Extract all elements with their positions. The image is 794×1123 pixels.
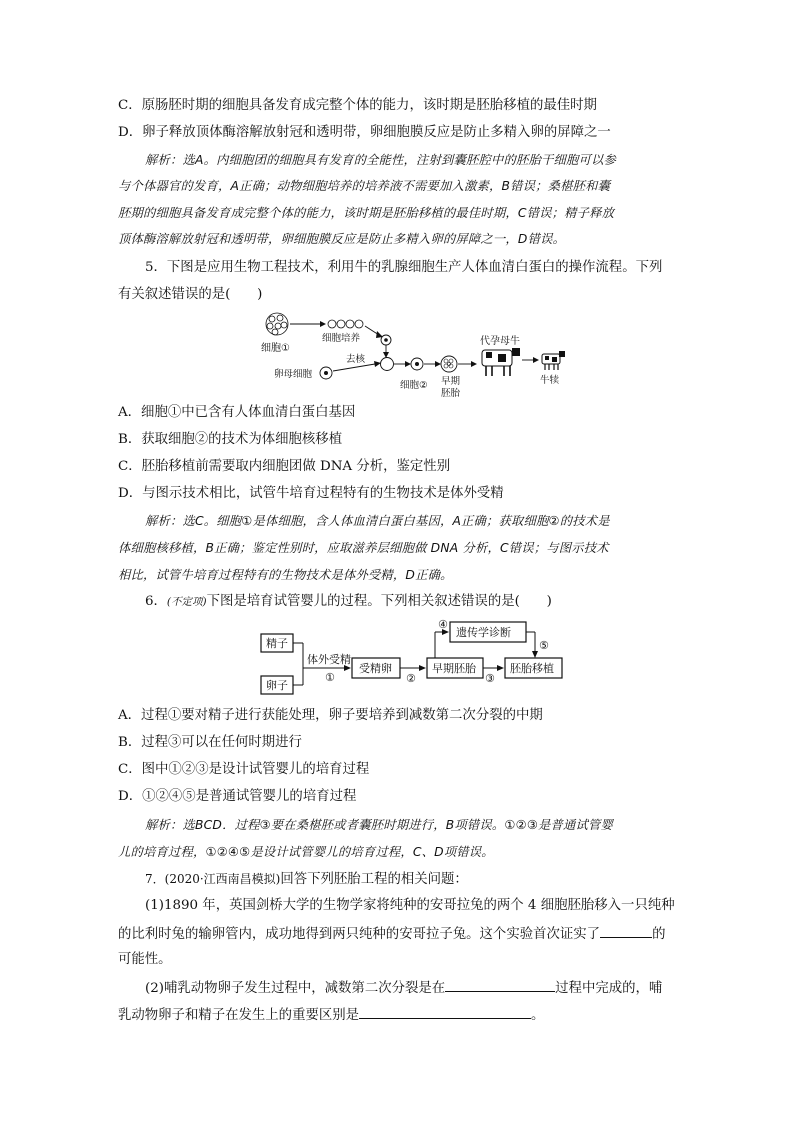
- q6-analysis-line: 解析：选BCD．过程③要在桑椹胚或者囊胚时期进行，B项错误。①②③是普通试管婴: [145, 818, 614, 832]
- enucleate-label: 去核: [346, 354, 366, 365]
- q6-stem: [145, 592, 711, 612]
- q5-stem: 5．下图是应用生物工程技术，利用牛的乳腺细胞生产人体血清白蛋白的操作流程。下列: [145, 260, 663, 275]
- sperm-box: 精子: [266, 637, 288, 650]
- q5-analysis-line: 解析：选C。细胞①是体细胞，含人体血清白蛋白基因，A正确；获取细胞②的技术是: [145, 514, 610, 528]
- q5-analysis-line: 相比，试管牛培育过程特有的生物技术是体外受精，D正确。: [118, 568, 453, 582]
- q5-option-c: C．胚胎移植前需要取内细胞团做 DNA 分析，鉴定性别: [118, 459, 451, 474]
- step3-marker: ③: [485, 672, 495, 685]
- q7-p1-line: [118, 923, 684, 945]
- q7-p2-text: (2)哺乳动物卵子发生过程中，减数第二次分裂是在: [145, 981, 446, 996]
- early-embryo-box: 早期胚胎: [432, 662, 476, 675]
- q4-option-d: D．卵子释放顶体酶溶解放射冠和透明带，卵细胞膜反应是防止多精入卵的屏障之一: [118, 125, 611, 140]
- q6-tag: (不定项): [166, 596, 207, 608]
- q5-option-d: D．与图示技术相比，试管牛培育过程特有的生物技术是体外受精: [118, 486, 504, 501]
- q5-stem-cont: 有关叙述错误的是( ): [118, 287, 263, 302]
- q5-analysis-line: 体细胞核移植，B正确；鉴定性别时，应取滋养层细胞做 DNA 分析，C错误；与图示技术: [118, 541, 609, 555]
- q4-analysis-line: 与个体器官的发育，A正确；动物细胞培养的培养液不需要加入激素，B错误；桑椹胚和囊: [118, 179, 611, 193]
- q7-p1-end: 可能性。: [118, 952, 172, 967]
- q7-p1-text: 的比利时兔的输卵管内，成功地得到两只纯种的安哥拉子兔。这个实验首次证实了: [118, 927, 601, 942]
- q7-p1-line: (1)1890 年，英国剑桥大学的生物学家将纯种的安哥拉兔的两个 4 细胞胚胎移入一只纯种: [145, 898, 675, 913]
- q5-process-figure: [250, 308, 570, 400]
- q7-p2b-text: 乳动物卵子和精子在发生上的重要区别是: [118, 1008, 360, 1023]
- q7-p2-text-end: 过程中完成的，哺: [555, 981, 663, 996]
- q7-p2-line: [118, 1004, 684, 1026]
- step2-marker: ②: [406, 672, 416, 685]
- cow-icon: [482, 348, 520, 376]
- embryo-label: 胚胎: [441, 388, 461, 399]
- q4-analysis-line: 解析：选A。内细胞团的细胞具有发育的全能性，注射到囊胚腔中的胚胎干细胞可以参: [145, 153, 616, 167]
- cell1-label: 细胞①: [261, 343, 290, 354]
- egg-box: 卵子: [266, 679, 288, 692]
- early-label: 早期: [441, 376, 461, 387]
- q7-text: 回答下列胚胎工程的相关问题：: [280, 872, 468, 887]
- oocyte-label: 卵母细胞: [274, 369, 313, 380]
- cell-culture-row-icon: [328, 320, 363, 328]
- q7-p2b-end: 。: [531, 1008, 545, 1023]
- step4-marker: ④: [438, 618, 448, 631]
- calf-icon: [542, 351, 565, 370]
- genetic-diagnosis-box: 遗传学诊断: [456, 626, 511, 639]
- q5-option-b: B．获取细胞②的技术为体细胞核移植: [118, 432, 343, 447]
- transfer-box: 胚胎移植: [510, 662, 554, 675]
- q6-option-c: C．图中①②③是设计试管婴儿的培育过程: [118, 762, 370, 777]
- q6-ivf-flowchart: [255, 618, 565, 698]
- q7-p2-line: [145, 977, 711, 999]
- q4-analysis-line: 顶体酶溶解放射冠和透明带，卵细胞膜反应是防止多精入卵的屏障之一，D错误。: [118, 232, 566, 246]
- q7-number: 7．(2020·江西南昌模拟): [145, 872, 281, 886]
- answer-blank-1[interactable]: [600, 923, 652, 938]
- step1-marker: ①: [325, 671, 335, 684]
- cell2-label: 细胞②: [400, 380, 428, 391]
- q5-option-a: A．细胞①中已含有人体血清白蛋白基因: [118, 405, 356, 420]
- mammary-cell-cluster-icon: [266, 313, 288, 335]
- answer-blank-3[interactable]: [359, 1004, 531, 1019]
- q6-analysis-line: 儿的培育过程，①②④⑤是设计试管婴儿的培育过程，C、D项错误。: [118, 845, 494, 859]
- surrogate-label: 代孕母牛: [480, 336, 520, 347]
- q4-option-c: C．原肠胚时期的细胞具备发育成完整个体的能力，该时期是胚胎移植的最佳时期: [118, 98, 597, 113]
- q6-text: 下图是培育试管婴儿的过程。下列相关叙述错误的是( ): [206, 594, 552, 609]
- q6-option-a: A．过程①要对精子进行获能处理，卵子要培养到减数第二次分裂的中期: [118, 708, 543, 723]
- q7-p1-text-end: 的: [652, 927, 666, 942]
- q7-stem: [145, 869, 711, 890]
- ivf-label: 体外受精: [307, 653, 351, 666]
- q4-analysis-line: 胚期的细胞具备发育成完整个体的能力，该时期是胚胎移植的最佳时期，C错误；精子释放: [118, 206, 615, 220]
- early-embryo-icon: [441, 356, 457, 372]
- q6-option-d: D．①②④⑤是普通试管婴儿的培育过程: [118, 789, 357, 804]
- fertilized-egg-box: 受精卵: [359, 662, 392, 675]
- step5-marker: ⑤: [539, 639, 549, 652]
- calf-label: 牛犊: [540, 375, 560, 386]
- q6-option-b: B．过程③可以在任何时期进行: [118, 735, 302, 750]
- culture-label: 细胞培养: [322, 333, 361, 344]
- q6-number: 6．: [145, 594, 167, 609]
- answer-blank-2[interactable]: [445, 977, 555, 992]
